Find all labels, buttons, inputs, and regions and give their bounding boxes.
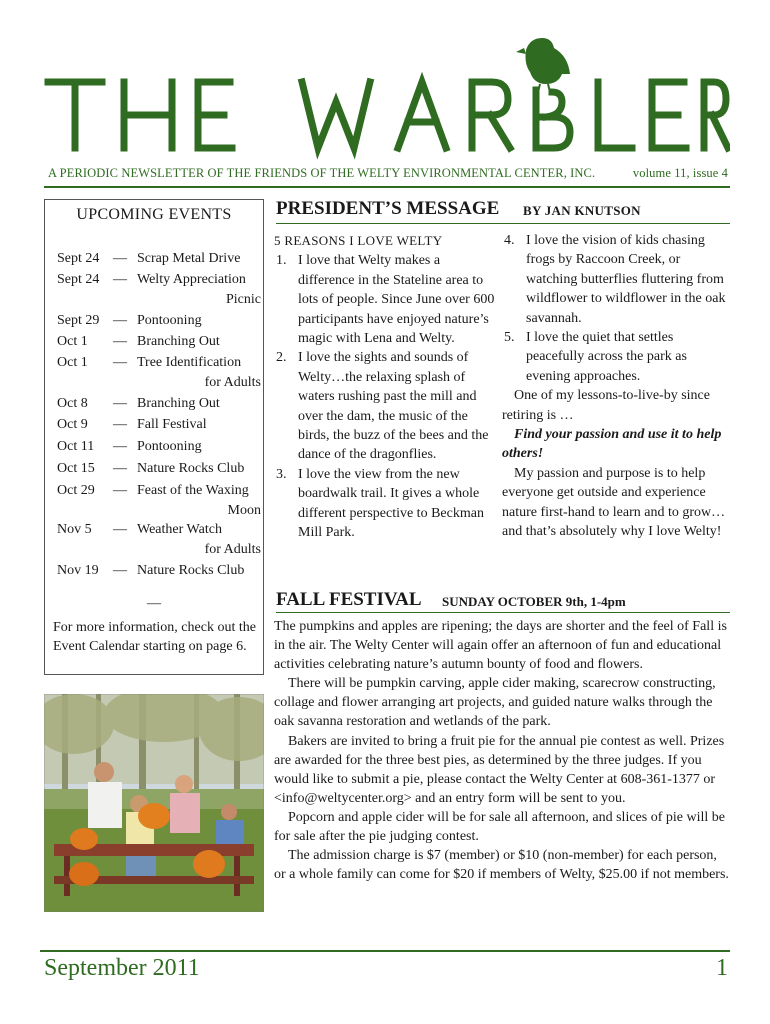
event-dash: — [113, 396, 127, 411]
event-date: Sept 24 [57, 272, 100, 287]
reason-number: 3. [276, 466, 287, 482]
fall-festival-date: SUNDAY OCTOBER 9th, 1-4pm [442, 594, 626, 609]
event-date: Oct 9 [57, 417, 88, 432]
warbler-bird-icon [516, 38, 570, 92]
festival-paragraph: Bakers are invited to bring a fruit pie for the annual pie contest as well. Prizes are awarded for the three best pies, as determined by the three judges. If you would like to submit a pie, please contact the Welty Center at 608-361-1377 or <info@weltycenter.org> and an entry form will be sent to you. [274, 733, 725, 806]
event-date: Sept 24 [57, 251, 100, 266]
presidents-message-title: PRESIDENT’S MESSAGE [276, 198, 500, 219]
event-dash: — [113, 563, 127, 578]
event-title-cont: Moon [227, 503, 261, 518]
lesson-text: One of my lessons-to-live-by since retiring is … [502, 388, 710, 423]
event-date: Oct 29 [57, 483, 95, 498]
pumpkin-carving-photo [44, 694, 264, 912]
festival-paragraph: The pumpkins and apples are ripening; the days are shorter and the feel of Fall is in the air. The Welty Center will again offer an afternoon of fun and educational activities celebrating nature’s autumn bounty of food and flowers. [274, 619, 727, 673]
festival-paragraph: The admission charge is $7 (member) or $10 (non-member) for each person, or a whole family can come for $20 if members of Welty, $25.00 if not members. [274, 848, 729, 883]
event-dash: — [113, 483, 127, 498]
reason-number: 4. [504, 233, 515, 248]
event-title: Pontooning [137, 313, 202, 328]
event-title: Feast of the Waxing [137, 483, 249, 498]
event-title-cont: for Adults [204, 375, 261, 390]
event-dash: — [113, 272, 127, 287]
upcoming-events-title: UPCOMING EVENTS [76, 206, 232, 223]
reason-text: I love that Welty makes a difference in the Stateline area to lots of people. Since June over 600 participants have enjoyed nature’s magic with Lena and Welty. [298, 253, 495, 347]
event-title: Fall Festival [137, 417, 207, 432]
event-date: Oct 15 [57, 461, 95, 476]
event-title: Nature Rocks Club [137, 563, 245, 578]
presidents-message-col2 [502, 231, 730, 542]
event-title: Weather Watch [137, 522, 222, 537]
reason-text: I love the quiet that settles peacefully across the park as evening approaches. [526, 330, 687, 384]
event-title-cont: Picnic [226, 292, 261, 307]
reason-item [274, 251, 496, 348]
event-date: Sept 29 [57, 313, 100, 328]
event-title: Scrap Metal Drive [137, 251, 241, 266]
masthead-rule [44, 186, 730, 188]
reason-item [502, 231, 730, 328]
upcoming-events-box [44, 199, 264, 675]
closing-text: My passion and purpose is to help everyone get outside and experience nature first-hand to learn and to grow…and that’s absolutely why I love Welty! [502, 465, 726, 540]
presidents-message-col1 [274, 231, 496, 543]
event-date: Nov 19 [57, 563, 99, 578]
fall-festival-title: FALL FESTIVAL [276, 589, 422, 610]
reason-item [502, 328, 730, 386]
sidebar-separator: — [147, 596, 161, 611]
page-number: 1 [716, 955, 728, 981]
event-calendar-note: For more information, check out the Event Calendar starting on page 6. [53, 620, 256, 654]
event-title: Nature Rocks Club [137, 461, 245, 476]
event-date: Oct 11 [57, 439, 95, 454]
volume-issue: volume 11, issue 4 [632, 166, 728, 180]
event-title: Tree Identification [137, 355, 242, 370]
event-title: Welty Appreciation [137, 272, 246, 287]
reason-text: I love the vision of kids chasing frogs by Raccoon Creek, or watching butterflies fluttering from wildflower to wildflower in the oak savannah. [526, 233, 726, 326]
event-dash: — [113, 439, 127, 454]
festival-paragraph: Popcorn and apple cider will be for sale all afternoon, and slices of pie will be for sale after the pie judging contest. [274, 809, 725, 845]
event-title-cont: for Adults [204, 542, 261, 557]
event-dash: — [113, 522, 127, 537]
event-date: Nov 5 [57, 522, 92, 537]
event-title: Pontooning [137, 439, 202, 454]
event-dash: — [113, 334, 127, 349]
footer-rule [40, 950, 730, 952]
event-date: Oct 1 [57, 334, 88, 349]
quote-text: Find your passion and use it to help others! [502, 427, 722, 462]
event-date: Oct 8 [57, 396, 88, 411]
fall-festival-body [274, 617, 730, 884]
reason-number: 1. [276, 253, 287, 269]
reason-number: 5. [504, 330, 515, 346]
warbler-title-graphic [40, 30, 730, 160]
reasons-heading: 5 REASONS I LOVE WELTY [274, 233, 443, 248]
reason-item [274, 465, 496, 543]
byline: BY JAN KNUTSON [523, 203, 641, 218]
reason-number: 2. [276, 350, 287, 366]
subtitle-text: A PERIODIC NEWSLETTER OF THE FRIENDS OF THE WELTY ENVIRONMENTAL CENTER, INC. [48, 166, 596, 180]
event-dash: — [113, 461, 127, 476]
reason-text: I love the view from the new boardwalk trail. It gives a whole different perspective to Beckman Mill Park. [298, 466, 484, 541]
section-rule [276, 223, 730, 224]
newsletter-subtitle [48, 166, 728, 181]
event-dash: — [113, 355, 127, 370]
reason-item [274, 348, 496, 464]
event-title: Branching Out [137, 334, 220, 349]
event-title: Branching Out [137, 396, 220, 411]
footer-date: September 2011 [44, 955, 200, 981]
event-date: Oct 1 [57, 355, 88, 370]
section-rule [276, 612, 730, 613]
event-dash: — [113, 313, 127, 328]
reason-text: I love the sights and sounds of Welty…the relaxing splash of waters rushing past the mill and over the dam, the music of the birds, the buzz of the bees and the dance of the dragonflies. [298, 350, 489, 463]
event-dash: — [113, 417, 127, 432]
festival-paragraph: There will be pumpkin carving, apple cider making, scarecrow constructing, collage and flower arranging art projects, and guided nature walks through the oak savanna restoration and wetlands of the park. [274, 676, 716, 730]
masthead-logo [40, 30, 730, 160]
event-dash: — [113, 251, 127, 266]
